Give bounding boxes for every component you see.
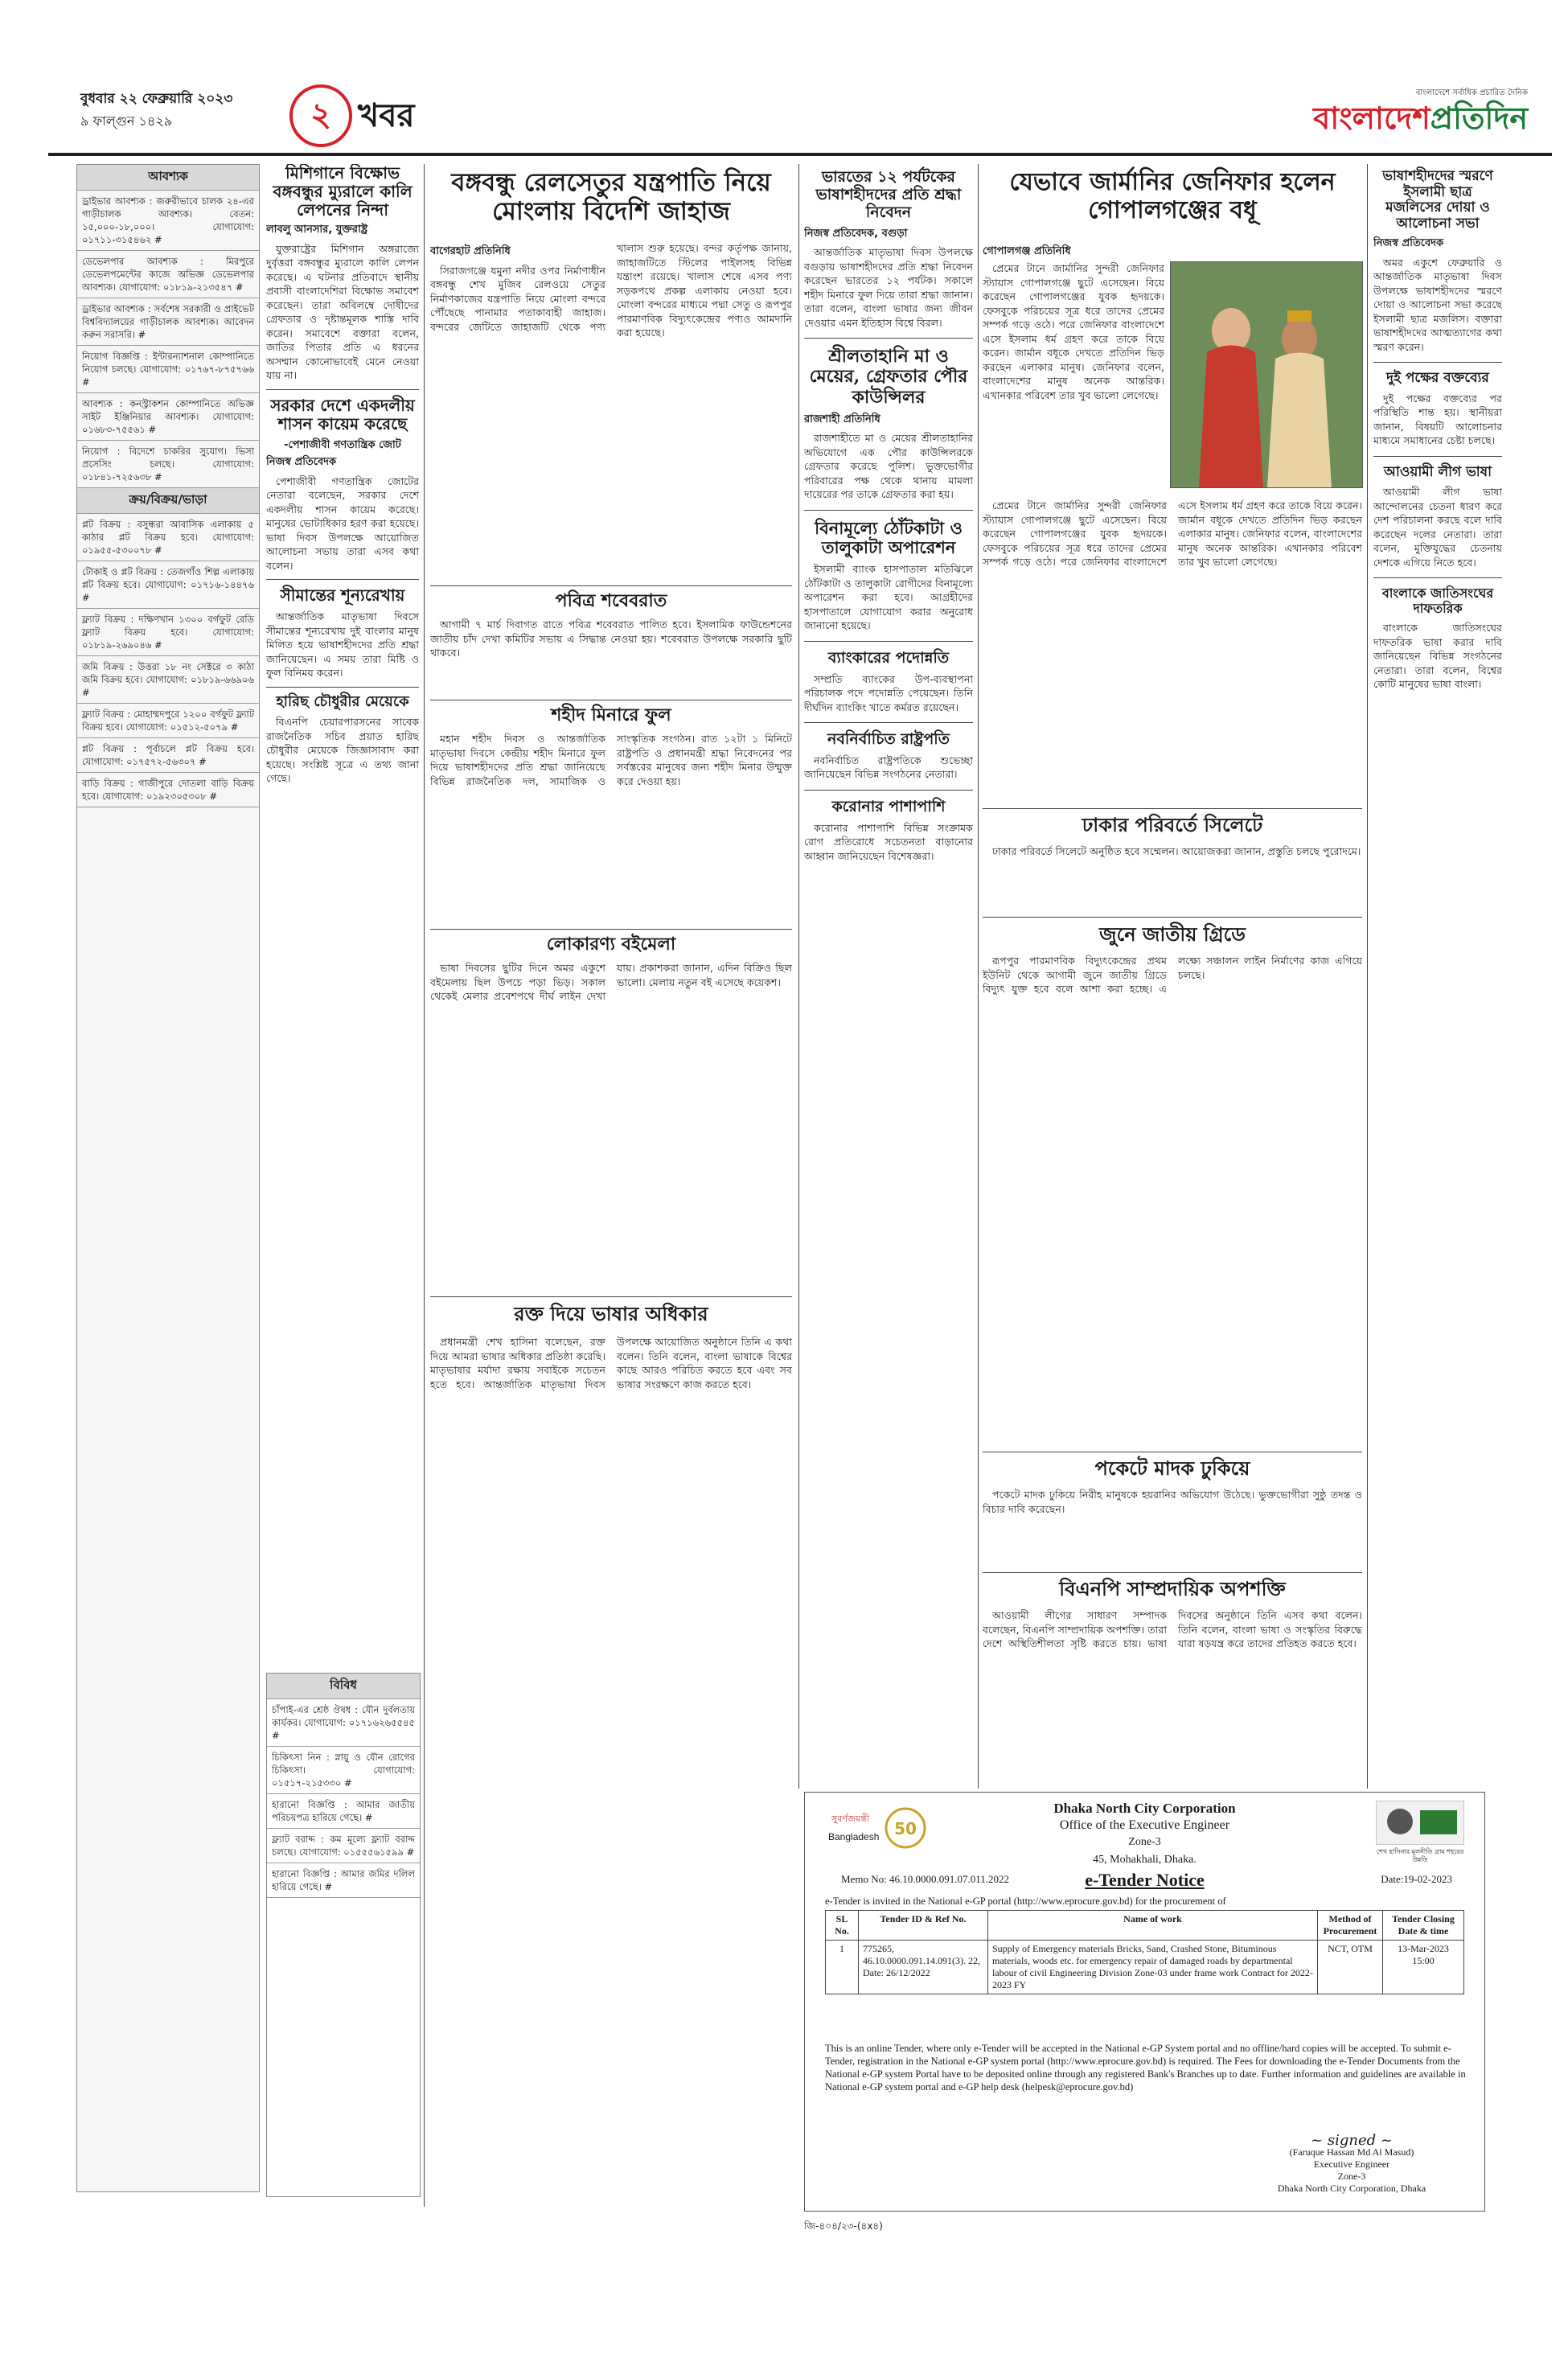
article-body: রাজশাহীতে মা ও মেয়ের শ্রীলতাহানির অভিযোগে এক পৌর কাউন্সিলরকে গ্রেফতার করেছে পুলিশ। ভুক্তভোগীর পরিবারের পক্ষ থেকে থানায় মামলা দায়েরের পর তাকে গ্রেফতার করা হয়। [804,432,973,501]
tender-notice [804,1792,1485,2212]
classified-ad: ড্রাইভার আবশ্যক : সর্বশেষ সরকারী ও প্রাইভেট বিশ্ববিদ্যালয়ের গাড়ীচালক আবশ্যক। আবেদন করুন সরাসরি। # [77,298,259,346]
byline-chhatra: নিজস্ব প্রতিবেদক [1373,237,1444,250]
classified-ad: চাঁপাই-এর শ্রেষ্ঠ ঔষধ : যৌন দুর্বলতায় কার্যকর। যোগাযোগ: ০১৭১৬২৬৫৫৪৫ # [267,1699,420,1747]
article-body: আওয়ামী লীগ ভাষা আন্দোলনের চেতনা ধারণ করে দেশ পরিচালনা করছে বলে দাবি করেছেন দলের নেতারা। তারা বলেন, মুক্তিযুদ্ধের চেতনায় দেশকে এগিয়ে নিতে হবে। [1373,486,1502,569]
divider [804,722,973,723]
headline-corona: করোনার পাশাপাশি [831,797,946,815]
headline-german: যেভাবে জার্মানির জেনিফার হলেন গোপালগঞ্জের বধূ [1009,168,1336,224]
govt-ad-id: জি-৪০৪/২৩-(৪x৪) [804,2220,883,2232]
table-header-row [826,1911,1464,1941]
article-body: ঢাকার পরিবর্তে সিলেটে অনুষ্ঠিত হবে সম্মেলন। আয়োজকরা জানান, প্রস্তুতি চলছে পুরোদমে। [992,845,1361,857]
masthead-name-a: বাংলাদেশ [1313,100,1430,136]
article-body: আগামী ৭ মার্চ দিবাগত রাতে পবিত্র শবেবরাত পালিত হবে। ইসলামিক ফাউন্ডেশনের জাতীয় চাঁদ দেখা কমিটির সভায় এ সিদ্ধান্ত নেওয়া হয়। শবেবরাত উপলক্ষে সরকারি ছুটি থাকবে। [430,618,792,659]
classified-ad: ডেভেলপার আবশ্যক : মিরপুরে ডেভেলপমেন্টের কাজে অভিজ্ঞ ডেভেলপার আবশ্যক। যোগাযোগ: ০১৮১৯-২১৩৫৪৭ # [77,251,259,298]
classified-category-sale: ক্রয়/বিক্রয়/ভাড়া [77,488,259,514]
divider [804,790,973,791]
divider [266,389,419,390]
headline-tourist: ভারতের ১২ পর্যটকের ভাষাশহীদদের প্রতি শ্রদ্ধা নিবেদন [815,168,962,221]
article-body: সিরাজগঞ্জে যমুনা নদীর ওপর নির্মাণাধীন বঙ্গবন্ধু শেখ মুজিব রেলওয়ে সেতুর নির্মাণকাজের যন্ত্রপাতি নিয়ে মোংলা বন্দরে পৌঁছেছে পানামার পতাকাবাহী জাহাজ। বন্দরের জেটিতে জাহাজটি থেকে পণ্য খালাস শুরু হয়েছে। বন্দর কর্তৃপক্ষ জানায়, জাহাজটিতে স্টিলের পাইলসহ বিভিন্ন যন্ত্রাংশ রয়েছে। খালাস শেষে এসব পণ্য সড়কপথে প্রকল্প এলাকায় নেওয়া হবে। মোংলা বন্দরের মাধ্যমে পদ্মা সেতু ও রূপপুর পারমাণবিক বিদ্যুৎকেন্দ্রের পণ্যও আমদানি করা হয়েছে। [430,242,792,339]
divider [1373,456,1502,457]
divider [804,641,973,642]
divider [804,510,973,511]
article-body: বাংলাকে জাতিসংঘের দাফতরিক ভাষা করার দাবি জানিয়েছেন বিভিন্ন সংগঠনের নেতারা। তারা বলেন, বিশ্বের কোটি মানুষের ভাষা বাংলা। [1373,622,1502,691]
article-body: বিএনপি চেয়ারপারসনের সাবেক রাজনৈতিক সচিব প্রয়াত হারিছ চৌধুরীর মেয়েকে জিজ্ঞাসাবাদ করা হয়েছে। সংশ্লিষ্ট সূত্রে এ তথ্য জানা গেছে। [266,716,419,785]
article-lokaranya [430,961,792,1291]
headline-one-party: সরকার দেশে একদলীয় শাসন কায়েম করেছে [270,395,415,433]
page-number: ২ [289,84,352,147]
sig-zone: Zone-3 [1337,2171,1366,2182]
divider [804,338,973,339]
article-german-a [983,261,1164,495]
masthead-logo [1254,87,1528,143]
classified-ad: ফ্ল্যাট বরাদ্দ : কম মূল্যে ফ্ল্যাট বরাদ্দ চলছে। যোগাযোগ: ০১৫৫৫৬১৫৯৯ # [267,1829,420,1863]
divider [430,585,792,586]
table-header: Name of work [988,1911,1318,1941]
tender-table [825,1910,1464,1994]
article-body: মহান শহীদ দিবস ও আন্তর্জাতিক মাতৃভাষা দিবসে কেন্দ্রীয় শহীদ মিনারে ফুল দিয়ে ভাষাশহীদদের প্রতি শ্রদ্ধা জানিয়েছে বিভিন্ন রাজনৈতিক দল, সামাজিক ও সাংস্কৃতিক সংগঠন। রাত ১২টা ১ মিনিটে রাষ্ট্রপতি ও প্রধানমন্ত্রী শ্রদ্ধা নিবেদনের পর সর্বস্তরের মানুষের জন্য শহীদ মিনার উন্মুক্ত করে দেওয়া হয়। [430,733,792,787]
byline-shrila: রাজশাহী প্রতিনিধি [804,413,880,425]
column-2 [266,164,419,1668]
classified-ad: ফ্ল্যাট বিক্রয় : দক্ষিণখান ১৩০০ বর্গফুট রেডি ফ্ল্যাট বিক্রয় হবে। যোগাযোগ: ০১৮১৯-২৬৯০৪৬ # [77,609,259,656]
headline-sylhet: ঢাকার পরিবর্তে সিলেটে [1082,813,1263,836]
table-cell: Supply of Emergency materials Bricks, Sand, Crashed Stone, Bituminous materials, woods etc. for emergency repair of damaged roads by departmental labour of civil Engineering Division Zone-03 under frame work Contract for 2022-2023 FY [988,1941,1318,1994]
headline-office: বাংলাকে জাতিসংঘের দাফতরিক [1381,585,1494,616]
classifieds-column [76,164,260,2192]
headline-bridge: বঙ্গবন্ধু রেলসেতুর যন্ত্রপাতি নিয়ে মোংলায় বিদেশি জাহাজ [451,168,771,226]
article-bridge [430,241,792,579]
article-body: প্রেমের টানে জার্মানির সুন্দরী জেনিফার স্ট্যায়াস গোপালগঞ্জে ছুটে এসেছেন। বিয়ে করেছেন গোপালগঞ্জের যুবক হৃদয়কে। ফেসবুকে পরিচয়ের সূত্র ধরে তাদের প্রেমের সম্পর্ক গড়ে ওঠে। পরে জেনিফার বাংলাদেশে এসে ইসলাম ধর্ম গ্রহণ করে তাকে বিয়ে করেন। জার্মান বধূকে দেখতে প্রতিদিন ভিড় করছেন এলাকার মানুষ। জেনিফার বলেন, বাংলাদেশের মানুষ অনেক আন্তরিক। এখানকার পরিবেশ তার খুব ভালো লেগেছে। [983,499,1362,568]
article-german-b [983,499,1362,708]
article-body: ভাষা দিবসের ছুটির দিনে অমর একুশে বইমেলায় ছিল উপচে পড়া ভিড়। সকাল থেকেই মেলার প্রবেশপথে দীর্ঘ লাইন দেখা যায়। প্রকাশকরা জানান, এদিন বিক্রিও ছিল ভালো। মেলায় নতুন বই এসেছে কয়েকশ। [430,962,792,1002]
headline-al: আওয়ামী লীগ ভাষা [1384,463,1492,480]
divider [983,808,1362,809]
sig-title: Executive Engineer [1313,2158,1390,2170]
issue-date-bangla: ৯ ফাল্গুন ১৪২৯ [80,113,173,129]
article-sylhet [983,844,1362,909]
masthead-name [1254,101,1528,136]
classified-ad: হারানো বিজ্ঞপ্তি : আমার জমির দলিল হারিয়ে গেছে। # [267,1863,420,1898]
table-cell: NCT, OTM [1318,1941,1383,1994]
divider [266,579,419,580]
article-shobebarat [430,618,792,694]
tender-notes: This is an online Tender, where only e-Tender will be accepted in the National e-GP System portal and no offline/hard copies will be accepted. To submit e-Tender, registration in the National e-GP system portal (http://www.eprocure.gov.bd) is required. The Fees for downloading the e-Tender Documents from the National e-GP system Portal have to be deposited online through any registered Bank's Branches up to date. Further information and guidelines are available in National e-GP system portal and e-GP help desk (helpesk@eprocure.gov.bd) [825,2043,1466,2093]
column-rule [1367,164,1368,1789]
svg-text:50: 50 [894,1819,917,1838]
classified-ad: ড্রাইভার আবশ্যক : জরুরীভাবে চালক ২৪-এর গাড়ীচালক আবশ্যক। বেতন: ১৫,০০০-১৮,০০০। যোগাযোগ: ০১৭১১-৩১৫৪৬২ # [77,191,259,251]
divider [1373,362,1502,363]
bangladesh-label: Bangladesh [828,1831,880,1842]
table-header: Method of Procurement [1318,1911,1383,1941]
divider [430,1296,792,1297]
article-body: আওয়ামী লীগের সাধারণ সম্পাদক বলেছেন, বিএনপি সাম্প্রদায়িক অপশক্তি। তারা দেশে অস্থিতিশীলতা সৃষ্টি করতে চায়। ভাষা দিবসের অনুষ্ঠানে তিনি এসব কথা বলেন। তিনি বলেন, বাংলা ভাষা ও সংস্কৃতির বিরুদ্ধে যারা ষড়যন্ত্র করে তাদের প্রতিহত করতে হবে। [983,1609,1362,1649]
classified-ad: চিকিৎসা নিন : স্নায়ু ও যৌন রোগের চিকিৎসা। যোগাযোগ: ০১৫১৭-২১৫৩৩০ # [267,1747,420,1794]
divider [430,929,792,930]
byline-german: গোপালগঞ্জ প্রতিনিধি [983,245,1071,257]
table-header: Tender Closing Date & time [1383,1911,1464,1941]
headline-bnp: বিএনপি সাম্প্রদায়িক অপশক্তি [1059,1577,1286,1600]
byline-bridge: বাগেরহাট প্রতিনিধি [430,245,511,257]
classified-ad: নিয়োগ বিজ্ঞপ্তি : ইন্টারন্যাশনাল কোম্পানিতে নিয়োগ চলছে। যোগাযোগ: ০১৭৬৭-৮৭৫৭৬৬ # [77,346,259,393]
headline-bankers: ব্যাংকারের পদোন্নতি [827,648,950,667]
article-body: পকেটে মাদক ঢুকিয়ে নিরীহ মানুষকে হয়রানির অভিযোগ উঠেছে। ভুক্তভোগীরা সুষ্ঠু তদন্ত ও বিচার দাবি করেছেন। [983,1489,1362,1515]
divider [1373,577,1502,578]
sig-org: Dhaka North City Corporation, Dhaka [1277,2183,1426,2194]
classified-ad: আবশ্যক : কনস্ট্রাকশন কোম্পানিতে অভিজ্ঞ সাইট ইঞ্জিনিয়ার আবশ্যক। যোগাযোগ: ০১৬৮৩-৭৫৫৬১ # [77,393,259,441]
column-rule [978,164,979,1789]
byline-michigan: লাবলু আনসার, যুক্তরাষ্ট্র [266,224,368,236]
badge-caption: শেখ হাসিনার মূলনীতি গ্রাম শহরের উন্নতি [1376,1848,1464,1863]
article-blood [430,1335,792,2204]
tender-date: Date:19-02-2023 [1381,1873,1452,1885]
classified-ad: নিয়োগ : বিদেশে চাকরির সুযোগ। ভিসা প্রসেসিং চলছে। যোগাযোগ: ০১৮৪১-৭২৫৬৩৮ # [77,441,259,488]
classified-ad: টোকাই ও প্লট বিক্রয় : তেজগাঁও শিল্প এলাকায় প্লট বিক্রয় হবে। যোগাযোগ: ০১৭১৬-১৪৪৭৬ # [77,561,259,609]
headline-grid: জুনে জাতীয় গ্রিডে [1099,922,1246,946]
classified-ad: ফ্ল্যাট বিক্রয় : মোহাম্মদপুরে ১২০০ বর্গফুট ফ্ল্যাট বিক্রয় হবে। যোগাযোগ: ০১৫১২-৫০৭৯ # [77,704,259,738]
article-bnp [983,1608,1362,1787]
article-body: প্রেমের টানে জার্মানির সুন্দরী জেনিফার স্ট্যায়াস গোপালগঞ্জে ছুটে এসেছেন। বিয়ে করেছেন গোপালগঞ্জের যুবক হৃদয়কে। ফেসবুকে পরিচয়ের সূত্র ধরে তাদের প্রেমের সম্পর্ক গড়ে ওঠে। পরে জেনিফার বাংলাদেশে এসে ইসলাম ধর্ম গ্রহণ করে তাকে বিয়ে করেন। জার্মান বধূকে দেখতে প্রতিদিন ভিড় করছেন এলাকার মানুষ। জেনিফার বলেন, বাংলাদেশের মানুষ অনেক আন্তরিক। এখানকার পরিবেশ তার খুব ভালো লেগেছে। [983,262,1164,401]
tender-title: e-Tender Notice [1085,1870,1205,1890]
article-body: অমর একুশে ফেব্রুয়ারি ও আন্তর্জাতিক মাতৃভাষা দিবস উপলক্ষে ভাষাশহীদদের স্মরণে দোয়া ও আলোচনা সভা করেছে ইসলামী ছাত্র মজলিস। বক্তারা ভাষাশহীদদের আত্মত্যাগের কথা স্মরণ করেন। [1373,256,1502,353]
column-rule [424,164,425,2207]
article-body: যুক্তরাষ্ট্রের মিশিগান অঙ্গরাজ্যে দুর্বৃত্তরা বঙ্গবন্ধুর ম্যুরালে কালি লেপন করেছে। এ ঘটনার প্রতিবাদে স্থানীয় প্রবাসী বাংলাদেশিরা বিক্ষোভ সমাবেশ করেছেন। তারা অবিলম্বে দোষীদের গ্রেফতার ও দৃষ্টান্তমূলক শাস্তি দাবি করেন। সমাবেশে বক্তারা বলেন, জাতির পিতার প্রতি এ ধরনের অসম্মান কোনোভাবেই মেনে নেওয়া যায় না। [266,242,419,381]
article-body: সম্প্রতি ব্যাংকের উপ-ব্যবস্থাপনা পরিচালক পদে পদোন্নতি পেয়েছেন। তিনি দীর্ঘদিন ব্যাংকিং খাতে কর্মরত রয়েছেন। [804,672,973,713]
article-body: আন্তর্জাতিক মাতৃভাষা দিবস উপলক্ষে বগুড়ায় ভাষাশহীদদের প্রতি শ্রদ্ধা নিবেদন করেছেন ভারতের ১২ পর্যটক। সকালে শহীদ মিনারে ফুল দিয়ে তারা শ্রদ্ধা জানান। তারা বলেন, বাংলা ভাষার জন্য জীবন দেওয়ার এমন ইতিহাস বিশ্বে বিরল। [804,246,973,329]
tender-signature [1255,2134,1448,2195]
column-8 [1373,164,1502,1787]
byline-tourist: নিজস্ব প্রতিবেদক, বগুড়া [804,227,908,240]
headline-president: নবনির্বাচিত রাষ্ট্রপতি [827,730,950,749]
table-header: SL No. [826,1911,859,1941]
tender-zone: Zone-3 [1128,1836,1161,1848]
table-cell: 13-Mar-2023 15:00 [1383,1941,1464,1994]
tender-intro: e-Tender is invited in the National e-GP portal (http://www.eprocure.gov.bd) for the procurement of [825,1896,1226,1907]
divider [266,687,419,688]
headline-dui-pokkho: দুই পক্ষের বক্তব্যের [1386,370,1489,387]
article-body: ইসলামী ব্যাংক হাসপাতাল মতিঝিলে ঠোঁটকাটা ও তালুকাটা রোগীদের বিনামূল্যে অপারেশন করা হবে। আগ্রহীদের হাসপাতালে যোগাযোগ করার অনুরোধ জানানো হয়েছে। [804,563,973,632]
headline-shrila: শ্রীলতাহানি মা ও মেয়ের, গ্রেফতার পৌর কাউন্সিলর [809,346,968,408]
headline-chhatra: ভাষাশহীদদের স্মরণে ইসলামী ছাত্র মজলিসের দোয়া ও আলোচনা সভা [1382,168,1493,232]
article-body: আন্তর্জাতিক মাতৃভাষা দিবসে সীমান্তের শূন্যরেখায় দুই বাংলার মানুষ মিলিত হয়ে ভাষাশহীদদের প্রতি শ্রদ্ধা জানিয়েছেন। এ সময় তারা মিষ্টি ও ফুল বিনিময় করেন। [266,610,419,679]
headline-shahid: শহীদ মিনারে ফুল [551,704,671,725]
column-rule [798,164,799,1789]
misc-classifieds [266,1673,421,2197]
masthead-tagline: বাংলাদেশে সর্বাধিক প্রচারিত দৈনিক [1415,88,1528,97]
classified-ad: হারানো বিজ্ঞপ্তি : আমার জাতীয় পরিচয়পত্র হারিয়ে গেছে। # [267,1794,420,1829]
article-pocket [983,1488,1362,1568]
svg-text:সুবর্ণজয়ন্তী: সুবর্ণজয়ন্তী [831,1813,870,1824]
tender-address: 45, Mohakhali, Dhaka. [1093,1854,1197,1866]
classified-category-wanted: আবশ্যক [77,165,259,191]
headline-harich: হারিছ চৌধুরীর মেয়েকে [276,692,409,710]
article-shahid [430,732,792,925]
classified-ad: জমি বিক্রয় : উত্তরা ১৮ নং সেক্টরে ৩ কাঠা জমি বিক্রয় হবে। যোগাযোগ: ০১৮১৯-৬৬৯০৬ # [77,656,259,704]
table-header: Tender ID & Ref No. [859,1911,988,1941]
article-body: রূপপুর পারমাণবিক বিদ্যুৎকেন্দ্রের প্রথম ইউনিট থেকে আগামী জুনে জাতীয় গ্রিডে বিদ্যুৎ যুক্ত হবে বলে আশা করা হচ্ছে। এ লক্ষ্যে সঞ্চালন লাইন নির্মাণের কাজ এগিয়ে চলছে। [983,955,1362,995]
article-body: করোনার পাশাপাশি বিভিন্ন সংক্রামক রোগ প্রতিরোধে সচেতনতা বাড়ানোর আহ্বান জানিয়েছেন বিশেষজ্ঞরা। [804,821,973,862]
headline-shobebarat: পবিত্র শবেবরাত [555,590,667,611]
article-body: নবনির্বাচিত রাষ্ট্রপতিকে শুভেচ্ছা জানিয়েছেন বিভিন্ন সংগঠনের নেতারা। [804,754,973,781]
article-body: প্রধানমন্ত্রী শেখ হাসিনা বলেছেন, রক্ত দিয়ে আমরা ভাষার অধিকার প্রতিষ্ঠা করেছি। মাতৃভাষার মর্যাদা রক্ষায় সবাইকে সচেতন হতে হবে। আন্তর্জাতিক মাতৃভাষা দিবস উপলক্ষে আয়োজিত অনুষ্ঠানে তিনি এ কথা বলেন। তিনি বলেন, বাংলা ভাষাকে বিশ্বের কাছে আরও পরিচিত করতে হবে এবং সব ভাষার সংরক্ষণে কাজ করতে হবে। [430,1336,792,1390]
headline-blood: রক্ত দিয়ে ভাষার অধিকার [514,1302,708,1325]
section-title: খবর [358,97,415,134]
tender-memo: Memo No: 46.10.0000.091.07.011.2022 [841,1873,1009,1885]
tender-org: Dhaka North City Corporation [1053,1801,1236,1816]
sig-name: (Faruque Hassan Md Al Masud) [1289,2146,1414,2158]
divider [983,917,1362,918]
page-header [48,80,1552,156]
table-row [826,1941,1464,1994]
tender-office: Office of the Executive Engineer [1059,1818,1230,1832]
article-body: পেশাজীবী গণতান্ত্রিক জোটের নেতারা বলেছেন, সরকার দেশে একদলীয় শাসন কায়েম করেছে। মানুষের ভোটাধিকার হরণ করা হয়েছে। ভাষা দিবস উপলক্ষে আয়োজিত আলোচনা সভায় তারা এসব কথা বলেন। [266,474,419,572]
signature-mark: ~ signed ~ [1311,2132,1393,2149]
table-cell: 1 [826,1941,859,1994]
classified-category-misc: বিবিধ [267,1674,420,1699]
headline-lokaranya: লোকারণ্য বইমেলা [546,934,676,955]
classified-ad: বাড়ি বিক্রয় : গাজীপুরে দোতলা বাড়ি বিক্রয় হবে। যোগাযোগ: ০১৯২৩০৫৩০৮ # [77,773,259,807]
headline-pocket: পকেটে মাদক ঢুকিয়ে [1094,1456,1250,1480]
subhead-one-party: -পেশাজীবী গণতান্ত্রিক জোট [284,438,401,451]
classified-ad: প্লট বিক্রয় : বসুন্ধরা আবাসিক এলাকায় ৫ কাঠার প্লট বিক্রয় হবে। যোগাযোগ: ০১৯৫৫-৫৩০০৭৮ # [77,514,259,561]
classified-ad: প্লট বিক্রয় : পূর্বাচলে প্লট বিক্রয় হবে। যোগাযোগ: ০১৭৫৭২-৫৬৩০৭ # [77,738,259,773]
article-grid [983,954,1362,1485]
headline-michigan: মিশিগানে বিক্ষোভ বঙ্গবন্ধুর ম্যুরালে কালি লেপনের নিন্দা [273,164,413,220]
photo-illustration [1171,262,1362,487]
headline-lip: বিনামূল্যে ঠোঁটকাটা ও তালুকাটা অপারেশন [815,517,963,558]
masthead-name-b: প্রতিদিন [1430,100,1528,136]
headline-border: সীমান্তের শূন্যরেখায় [280,585,405,605]
divider [983,1572,1362,1573]
issue-date: বুধবার ২২ ফেব্রুয়ারি ২০২৩ [80,91,233,107]
bride-groom-photo [1170,261,1363,488]
byline-one-party: নিজস্ব প্রতিবেদক [266,456,337,468]
column-5 [804,164,973,1787]
table-cell: 775265, 46.10.0000.091.14.091(3). 22, Date: 26/12/2022 [859,1941,988,1994]
article-body: দুই পক্ষের বক্তব্যের পর পরিস্থিতি শান্ত হয়। স্থানীয়রা জানান, বিষয়টি আলোচনার মাধ্যমে সমাধানের চেষ্টা চলছে। [1373,392,1502,447]
